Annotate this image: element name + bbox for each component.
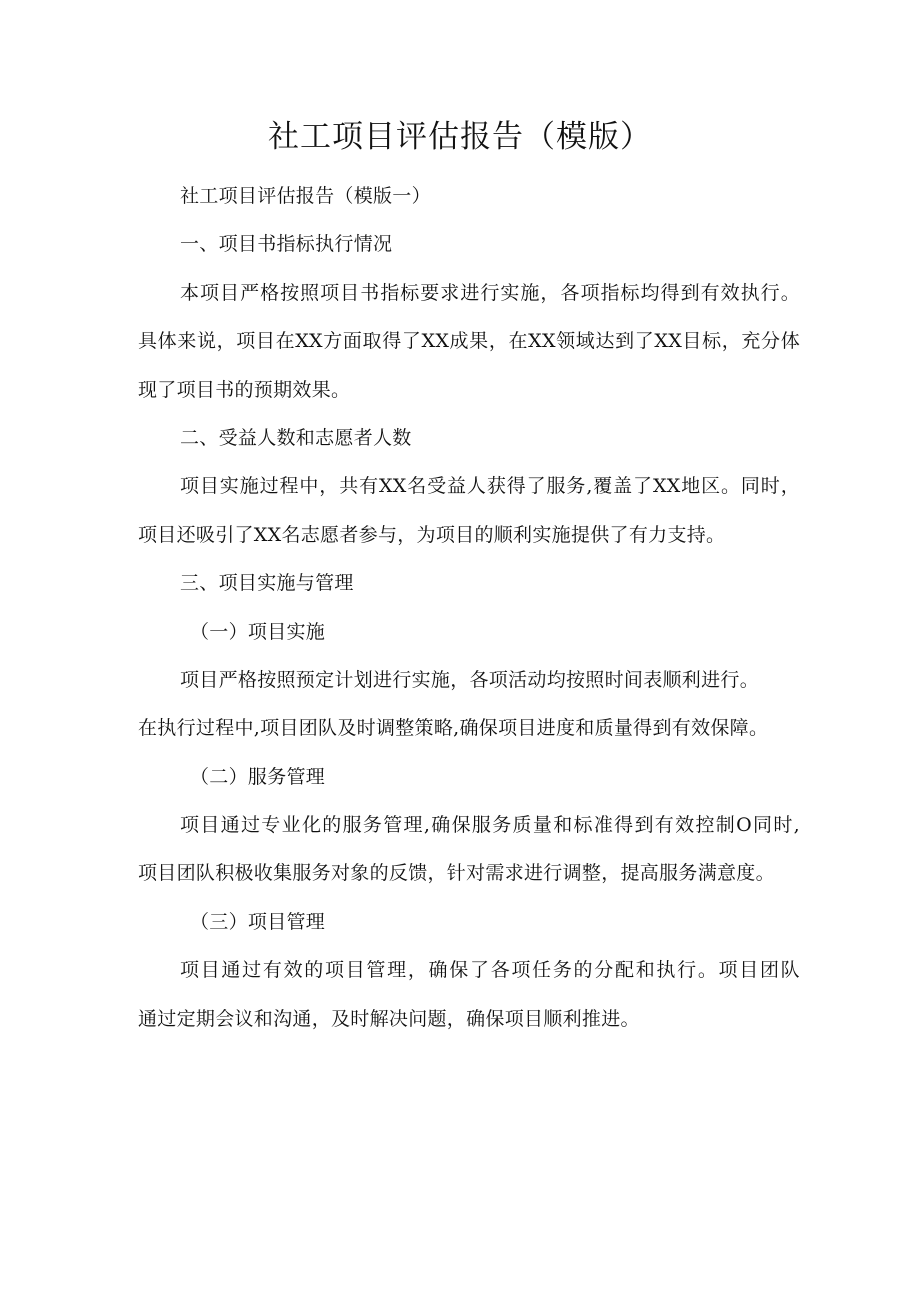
- paragraph-line: 本项目严格按照项目书指标要求进行实施，各项指标均得到有效执行。: [180, 281, 800, 304]
- section-heading-implementation-management: 三、项目实施与管理: [180, 572, 354, 595]
- paragraph-line: 具体来说，项目在XX方面取得了XX成果，在XX领域达到了XX目标，充分体: [138, 330, 800, 353]
- document-title: 社工项目评估报告（模版）: [268, 119, 652, 155]
- document-body: [138, 172, 800, 1043]
- document-subtitle: 社工项目评估报告（模版一）: [180, 185, 431, 207]
- subsection-heading-service-management: （二）服务管理: [190, 765, 326, 788]
- paragraph-line: 项目通过专业化的服务管理,确保服务质量和标准得到有效控制O同时,: [180, 814, 800, 837]
- paragraph-line: 现了项目书的预期效果。: [138, 378, 351, 401]
- paragraph-line: 在执行过程中,项目团队及时调整策略,确保项目进度和质量得到有效保障。: [138, 717, 769, 740]
- subsection-heading-project-management: （三）项目管理: [190, 910, 326, 933]
- subsection-heading-implementation: （一）项目实施: [190, 620, 326, 643]
- paragraph-line: 项目实施过程中，共有XX名受益人获得了服务,覆盖了XX地区。同时，: [180, 475, 800, 498]
- section-heading-indicators: 一、项目书指标执行情况: [180, 233, 393, 256]
- paragraph-line: 项目通过有效的项目管理，确保了各项任务的分配和执行。项目团队: [180, 959, 800, 982]
- section-heading-beneficiaries: 二、受益人数和志愿者人数: [180, 426, 412, 449]
- paragraph-line: 通过定期会议和沟通，及时解决问题，确保项目顺利推进。: [138, 1007, 640, 1030]
- paragraph-line: 项目严格按照预定计划进行实施，各项活动均按照时间表顺利进行。: [180, 668, 760, 691]
- paragraph-line: 项目还吸引了XX名志愿者参与，为项目的顺利实施提供了有力支持。: [138, 523, 726, 546]
- paragraph-line: 项目团队积极收集服务对象的反馈，针对需求进行调整，提高服务满意度。: [138, 862, 775, 885]
